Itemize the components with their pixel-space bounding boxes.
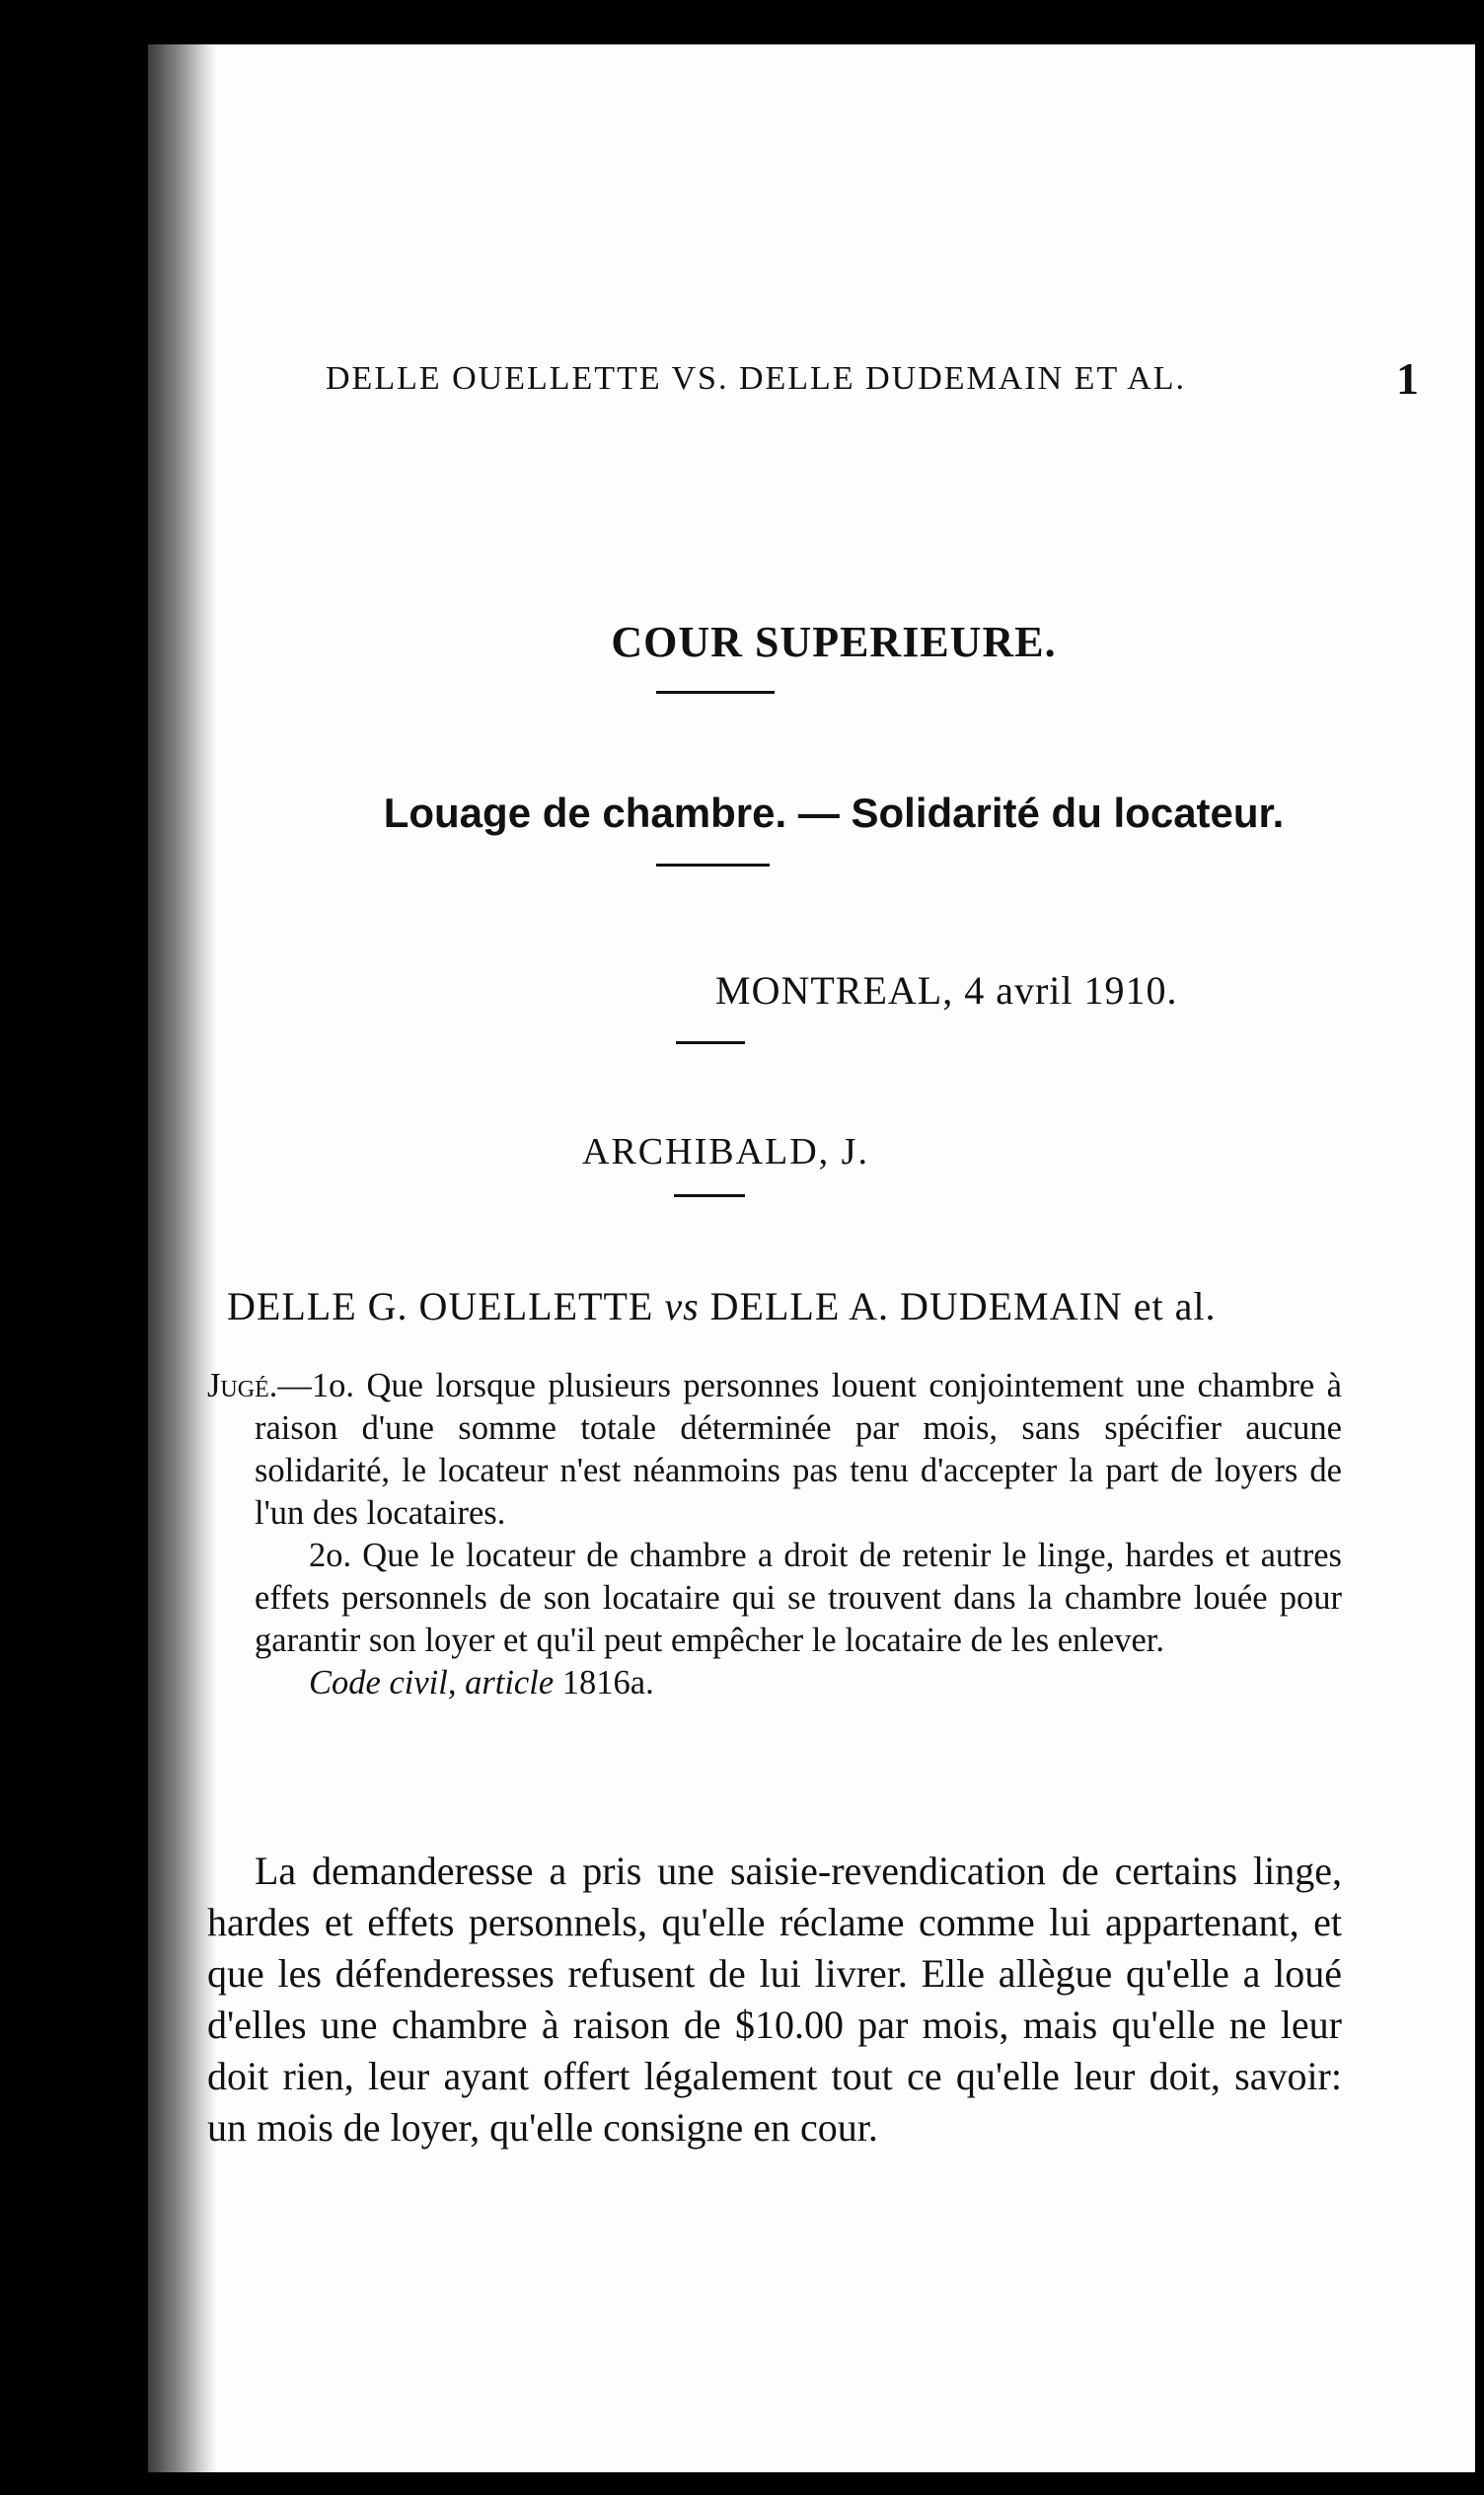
place-date: MONTREAL, 4 avril 1910. [715,968,1178,1013]
defendant-name: DELLE A. DUDEMAIN [709,1284,1123,1328]
judge-name: ARCHIBALD, J. [582,1131,869,1172]
juge-label: Jugé. [207,1367,278,1404]
headnote-text-1: —1o. Que lorsque plusieurs personnes louent conjointement une chambre à raison d'une somme totale déterminée par mois, sans spécifier aucune solidarité, le locateur n'est néanmoins pas tenu d'accepter la part de loyers de l'un des locataires. [255,1367,1342,1532]
divider-rule [656,864,770,867]
code-citation [207,1662,1342,1704]
divider-rule [674,1194,745,1197]
headnote [207,1365,1342,1704]
running-head-title: DELLE OUELLETTE VS. DELLE DUDEMAIN ET AL. [326,360,1187,397]
citation-text: Code civil, article [309,1664,555,1701]
plaintiff-name: DELLE G. OUELLETTE [227,1284,654,1328]
versus-label: vs [664,1284,700,1328]
court-heading: COUR SUPERIEURE. [611,618,1057,666]
citation-number: 1816a. [561,1664,654,1701]
divider-rule [656,691,775,694]
book-page [148,44,1475,2472]
case-parties [227,1283,1337,1329]
et-al-label: et al. [1133,1284,1217,1328]
headnote-paragraph-2: 2o. Que le locateur de chambre a droit de retenir le linge, hardes et autres effets personnels de son locataire qui se trouvent dans la chambre louée pour garantir son loyer et qu'il peut empêcher le locataire de les enlever. [255,1537,1342,1659]
body-text: La demanderesse a pris une saisie-revendication de certains linge, hardes et effets personnels, qu'elle réclame comme lui appartenant, et que les défenderesses refusent de lui livrer. Elle allègue qu'elle a loué d'elles une chambre à raison de $10.00 par mois, mais qu'elle ne leur doit rien, leur ayant offert légalement tout ce qu'elle leur doit, savoir: un mois de loyer, qu'elle consigne en cour. [207,1849,1342,2150]
body-paragraph [207,1846,1342,2154]
headnote-paragraph-1 [207,1365,1342,1535]
subject-heading: Louage de chambre. — Solidarité du locateur. [383,790,1285,836]
divider-rule [676,1041,745,1044]
page-number: 1 [1396,353,1421,404]
